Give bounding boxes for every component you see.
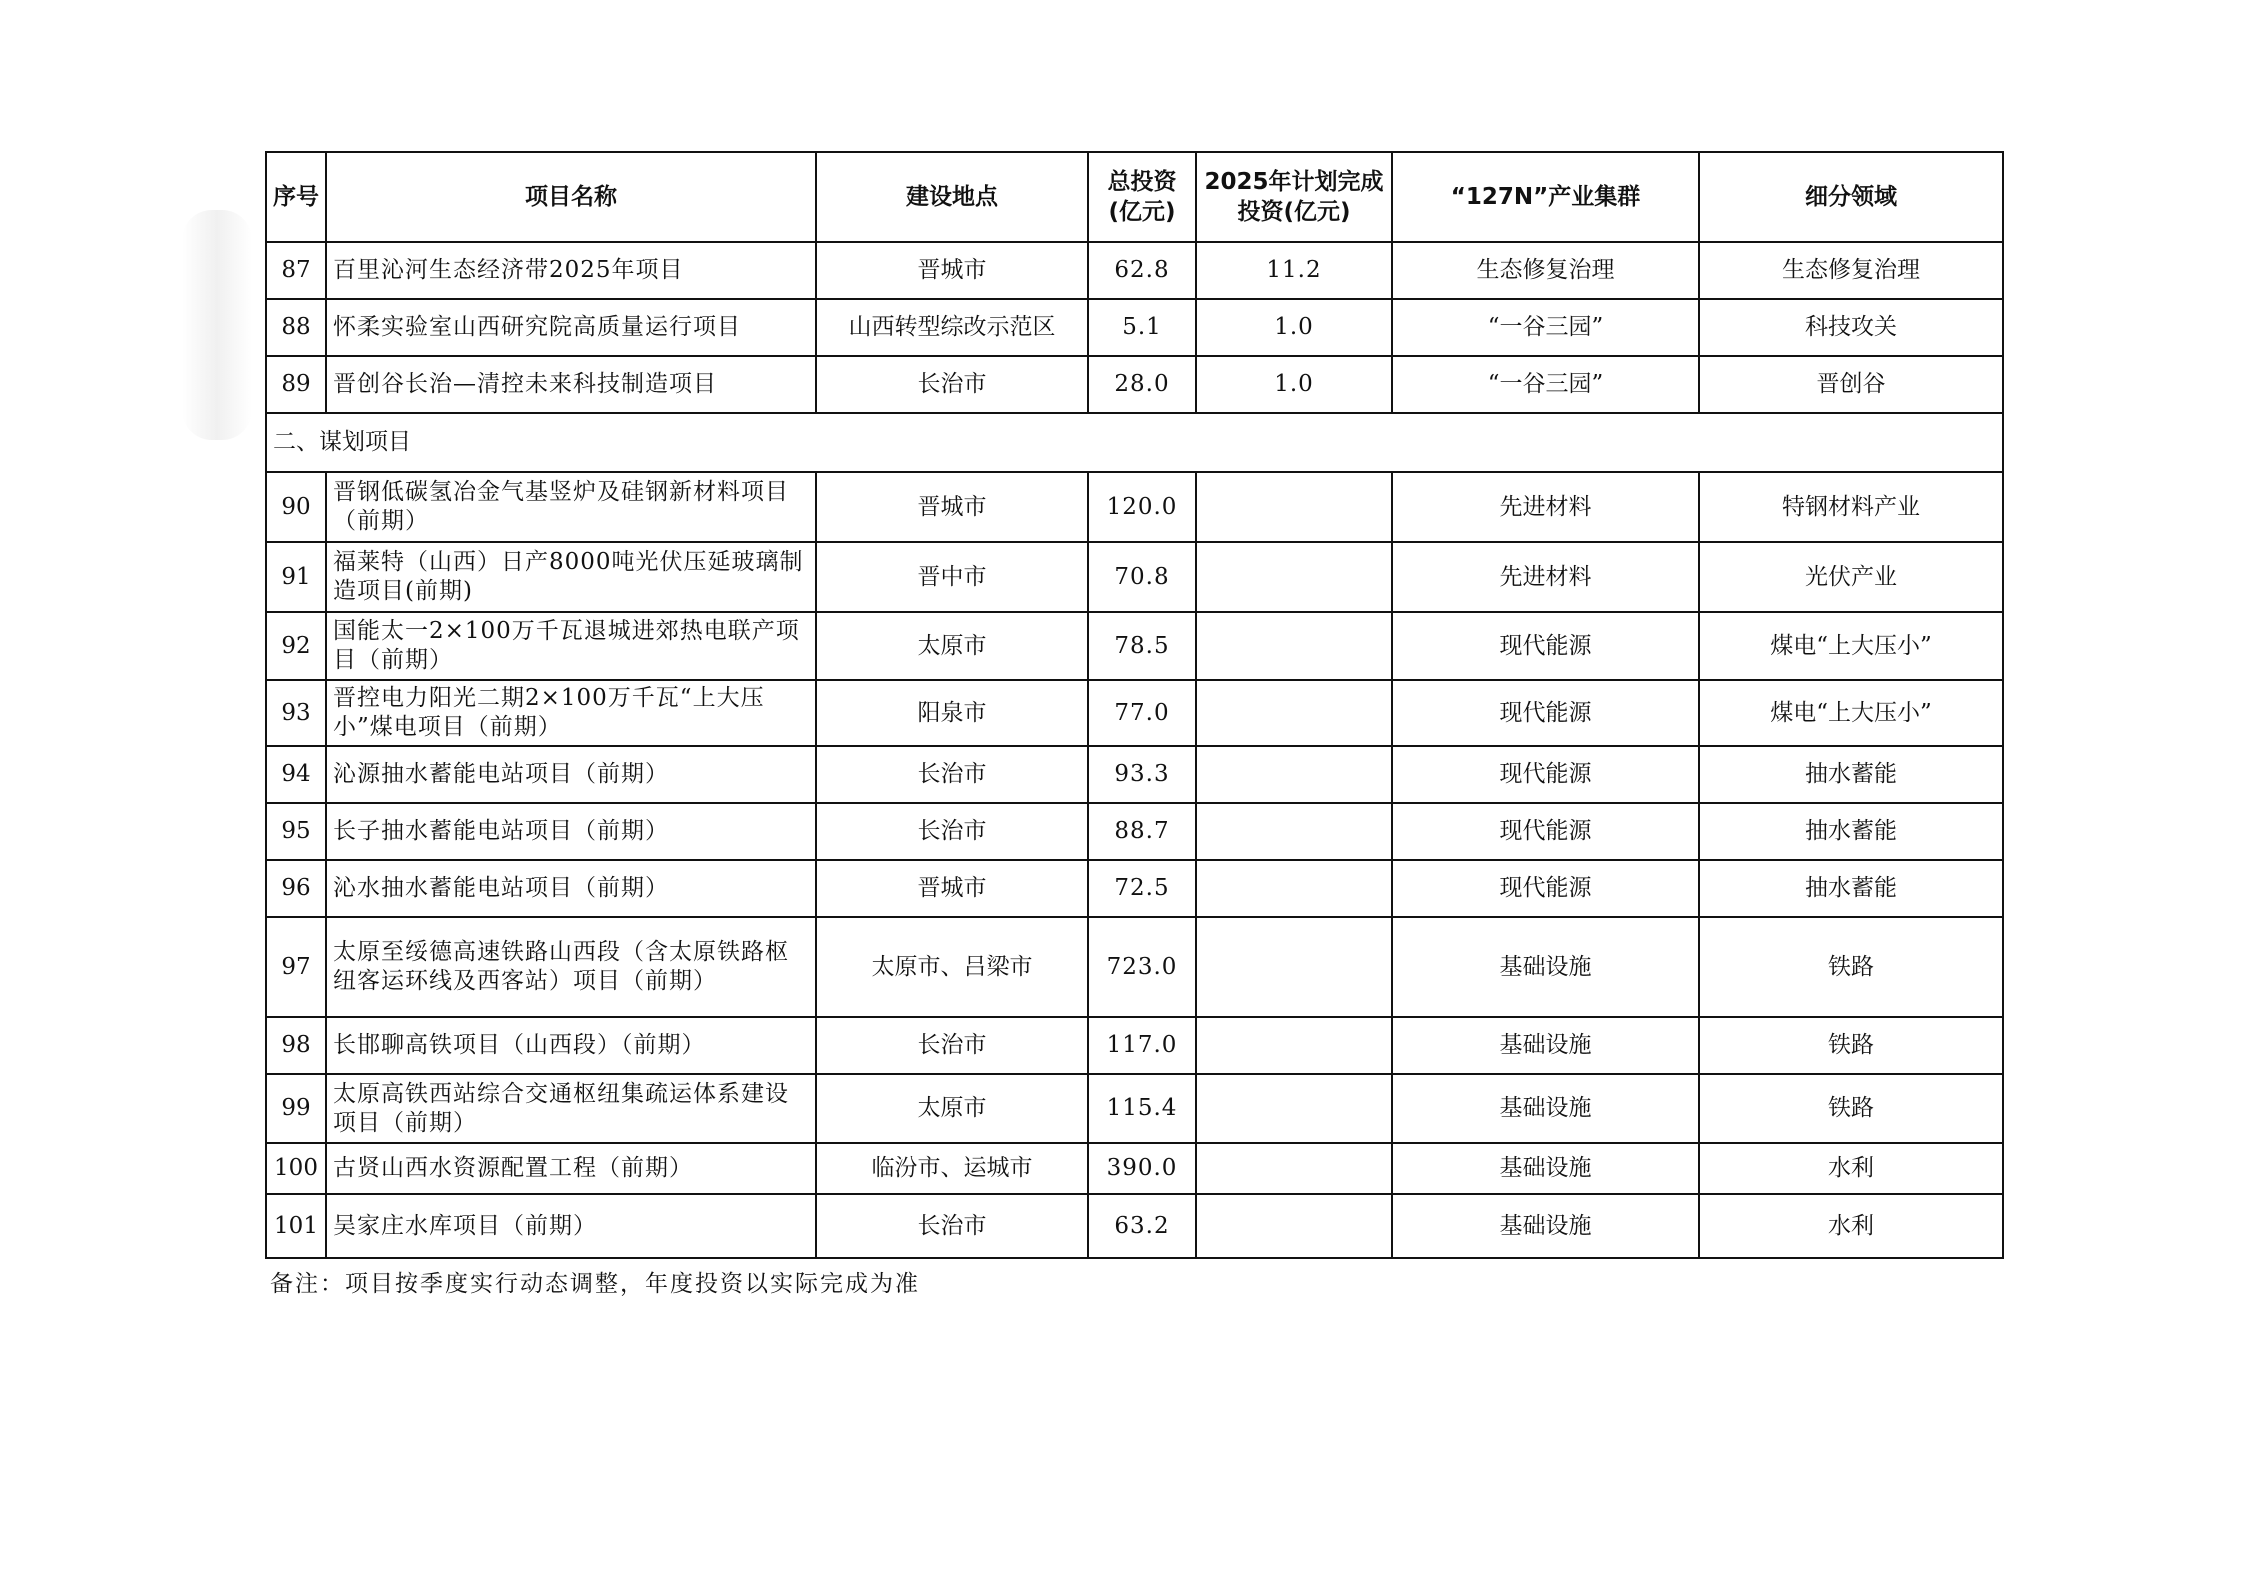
cell-cluster: “一谷三园” [1392, 299, 1699, 356]
cell-seq: 89 [266, 356, 326, 413]
cell-location: 太原市 [816, 1074, 1088, 1143]
scan-shadow [182, 210, 252, 440]
cell-name: 太原至绥德高速铁路山西段（含太原铁路枢纽客运环线及西客站）项目（前期） [326, 917, 816, 1017]
cell-total: 723.0 [1088, 917, 1196, 1017]
cell-plan [1196, 917, 1392, 1017]
cell-field: 生态修复治理 [1699, 242, 2003, 299]
cell-field: 煤电“上大压小” [1699, 612, 2003, 680]
cell-location: 长治市 [816, 1194, 1088, 1258]
col-header-name: 项目名称 [326, 152, 816, 242]
cell-field: 水利 [1699, 1143, 2003, 1194]
cell-name: 国能太一2×100万千瓦退城进郊热电联产项目（前期） [326, 612, 816, 680]
cell-plan [1196, 860, 1392, 917]
section-row [266, 413, 2003, 472]
cell-total: 120.0 [1088, 472, 1196, 542]
cell-cluster: 现代能源 [1392, 680, 1699, 746]
table-row [266, 542, 2003, 612]
cell-cluster: 现代能源 [1392, 860, 1699, 917]
cell-name: 怀柔实验室山西研究院高质量运行项目 [326, 299, 816, 356]
col-header-location: 建设地点 [816, 152, 1088, 242]
cell-plan [1196, 612, 1392, 680]
col-header-total: 总投资(亿元) [1088, 152, 1196, 242]
cell-plan [1196, 1143, 1392, 1194]
cell-location: 晋城市 [816, 242, 1088, 299]
cell-name: 沁水抽水蓄能电站项目（前期） [326, 860, 816, 917]
cell-total: 63.2 [1088, 1194, 1196, 1258]
header-row [266, 152, 2003, 242]
cell-field: 煤电“上大压小” [1699, 680, 2003, 746]
cell-cluster: 基础设施 [1392, 1017, 1699, 1074]
cell-seq: 93 [266, 680, 326, 746]
cell-name: 晋创谷长治—清控未来科技制造项目 [326, 356, 816, 413]
cell-total: 78.5 [1088, 612, 1196, 680]
table-row [266, 803, 2003, 860]
table-row [266, 746, 2003, 803]
cell-location: 晋城市 [816, 860, 1088, 917]
cell-location: 长治市 [816, 356, 1088, 413]
cell-total: 72.5 [1088, 860, 1196, 917]
cell-name: 长邯聊高铁项目（山西段）（前期） [326, 1017, 816, 1074]
cell-field: 特钢材料产业 [1699, 472, 2003, 542]
cell-location: 晋中市 [816, 542, 1088, 612]
cell-field: 抽水蓄能 [1699, 746, 2003, 803]
cell-seq: 90 [266, 472, 326, 542]
cell-plan: 1.0 [1196, 356, 1392, 413]
cell-cluster: 基础设施 [1392, 917, 1699, 1017]
cell-location: 临汾市、运城市 [816, 1143, 1088, 1194]
cell-name: 长子抽水蓄能电站项目（前期） [326, 803, 816, 860]
cell-total: 115.4 [1088, 1074, 1196, 1143]
cell-seq: 95 [266, 803, 326, 860]
cell-total: 28.0 [1088, 356, 1196, 413]
cell-location: 长治市 [816, 1017, 1088, 1074]
table-row [266, 1074, 2003, 1143]
cell-seq: 97 [266, 917, 326, 1017]
col-header-cluster: “127N”产业集群 [1392, 152, 1699, 242]
cell-cluster: 现代能源 [1392, 803, 1699, 860]
col-header-plan: 2025年计划完成投资(亿元) [1196, 152, 1392, 242]
table-row [266, 1194, 2003, 1258]
cell-location: 阳泉市 [816, 680, 1088, 746]
col-header-seq: 序号 [266, 152, 326, 242]
cell-name: 古贤山西水资源配置工程（前期） [326, 1143, 816, 1194]
cell-location: 长治市 [816, 803, 1088, 860]
table-row [266, 472, 2003, 542]
cell-location: 太原市 [816, 612, 1088, 680]
cell-field: 铁路 [1699, 1017, 2003, 1074]
cell-cluster: 先进材料 [1392, 472, 1699, 542]
cell-seq: 98 [266, 1017, 326, 1074]
section-title: 二、谋划项目 [266, 413, 2003, 472]
cell-cluster: 生态修复治理 [1392, 242, 1699, 299]
cell-location: 太原市、吕梁市 [816, 917, 1088, 1017]
cell-plan [1196, 1194, 1392, 1258]
cell-field: 铁路 [1699, 917, 2003, 1017]
cell-seq: 88 [266, 299, 326, 356]
cell-name: 太原高铁西站综合交通枢纽集疏运体系建设项目（前期） [326, 1074, 816, 1143]
cell-name: 福莱特（山西）日产8000吨光伏压延玻璃制造项目(前期) [326, 542, 816, 612]
cell-total: 70.8 [1088, 542, 1196, 612]
cell-seq: 91 [266, 542, 326, 612]
cell-plan [1196, 542, 1392, 612]
cell-total: 62.8 [1088, 242, 1196, 299]
cell-total: 5.1 [1088, 299, 1196, 356]
cell-name: 晋控电力阳光二期2×100万千瓦“上大压小”煤电项目（前期） [326, 680, 816, 746]
col-header-field: 细分领域 [1699, 152, 2003, 242]
table-row [266, 680, 2003, 746]
cell-cluster: 现代能源 [1392, 612, 1699, 680]
table-row [266, 917, 2003, 1017]
cell-plan [1196, 1017, 1392, 1074]
cell-name: 晋钢低碳氢冶金气基竖炉及硅钢新材料项目（前期） [326, 472, 816, 542]
cell-total: 93.3 [1088, 746, 1196, 803]
table-row [266, 1017, 2003, 1074]
cell-seq: 100 [266, 1143, 326, 1194]
cell-seq: 94 [266, 746, 326, 803]
cell-seq: 87 [266, 242, 326, 299]
cell-cluster: 基础设施 [1392, 1194, 1699, 1258]
cell-location: 长治市 [816, 746, 1088, 803]
cell-plan [1196, 803, 1392, 860]
table-row [266, 242, 2003, 299]
cell-location: 山西转型综改示范区 [816, 299, 1088, 356]
cell-plan [1196, 680, 1392, 746]
cell-field: 科技攻关 [1699, 299, 2003, 356]
cell-name: 百里沁河生态经济带2025年项目 [326, 242, 816, 299]
cell-field: 光伏产业 [1699, 542, 2003, 612]
cell-plan: 1.0 [1196, 299, 1392, 356]
cell-field: 抽水蓄能 [1699, 860, 2003, 917]
cell-field: 铁路 [1699, 1074, 2003, 1143]
cell-field: 晋创谷 [1699, 356, 2003, 413]
table-row [266, 860, 2003, 917]
cell-seq: 99 [266, 1074, 326, 1143]
cell-plan: 11.2 [1196, 242, 1392, 299]
cell-plan [1196, 472, 1392, 542]
table-row [266, 299, 2003, 356]
project-table [265, 151, 2004, 1259]
cell-total: 88.7 [1088, 803, 1196, 860]
cell-seq: 96 [266, 860, 326, 917]
table-row [266, 356, 2003, 413]
cell-plan [1196, 746, 1392, 803]
cell-name: 沁源抽水蓄能电站项目（前期） [326, 746, 816, 803]
cell-total: 390.0 [1088, 1143, 1196, 1194]
cell-total: 117.0 [1088, 1017, 1196, 1074]
cell-seq: 92 [266, 612, 326, 680]
table-row [266, 1143, 2003, 1194]
cell-name: 吴家庄水库项目（前期） [326, 1194, 816, 1258]
table-row [266, 612, 2003, 680]
cell-field: 水利 [1699, 1194, 2003, 1258]
cell-plan [1196, 1074, 1392, 1143]
cell-total: 77.0 [1088, 680, 1196, 746]
cell-cluster: 基础设施 [1392, 1074, 1699, 1143]
footnote: 备注：项目按季度实行动态调整，年度投资以实际完成为准 [270, 1271, 920, 1297]
cell-location: 晋城市 [816, 472, 1088, 542]
cell-cluster: 现代能源 [1392, 746, 1699, 803]
cell-seq: 101 [266, 1194, 326, 1258]
cell-cluster: 基础设施 [1392, 1143, 1699, 1194]
cell-cluster: “一谷三园” [1392, 356, 1699, 413]
cell-field: 抽水蓄能 [1699, 803, 2003, 860]
cell-cluster: 先进材料 [1392, 542, 1699, 612]
